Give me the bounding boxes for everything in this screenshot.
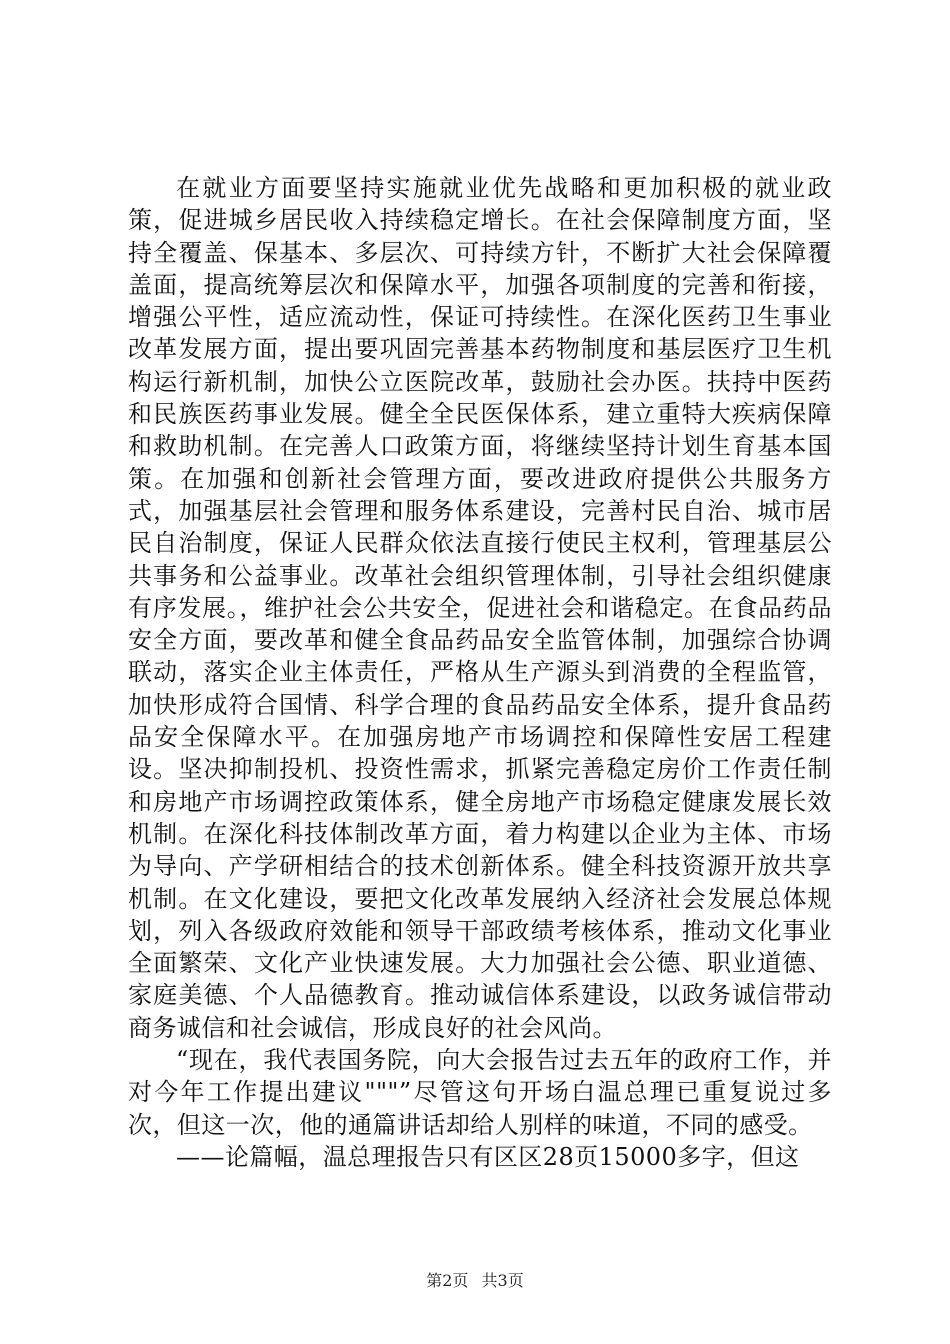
paragraph-1: 在就业方面要坚持实施就业优先战略和更加积极的就业政策，促进城乡居民收入持续稳定增长。在社会保障制度方面，坚持全覆盖、保基本、多层次、可持续方针，不断扩大社会保障覆盖面，提高统筹层次和保障水平，加强各项制度的完善和衔接，增强公平性，适应流动性，保证可持续性。在深化医药卫生事业改革发展方面，提出要巩固完善基本药物制度和基层医疗卫生机构运行新机制，加快公立医院改革，鼓励社会办医。扶持中医药和民族医药事业发展。健全全民医保体系，建立重特大疾病保障和救助机制。在完善人口政策方面，将继续坚持计划生育基本国策。在加强和创新社会管理方面，要改进政府提供公共服务方式，加强基层社会管理和服务体系建设，完善村民自治、城市居民自治制度，保证人民群众依法直接行使民主权利，管理基层公共事务和公益事业。改革社会组织管理体制，引导社会组织健康有序发展。，维护社会公共安全，促进社会和谐稳定。在食品药品安全方面，要改革和健全食品药品安全监管体制，加强综合协调联动，落实企业主体责任，严格从生产源头到消费的全程监管，加快形成符合国情、科学合理的食品药品安全体系，提升食品药品安全保障水平。在加强房地产市场调控和保障性安居工程建设。坚决抑制投机、投资性需求，抓紧完善稳定房价工作责任制和房地产市场调控政策体系，健全房地产市场稳定健康发展长效机制。在深化科技体制改革方面，着力构建以企业为主体、市场为导向、产学研相结合的技术创新体系。健全科技资源开放共享机制。在文化建设，要把文化改革发展纳入经济社会发展总体规划，列入各级政府效能和领导干部政绩考核体系，推动文化事业全面繁荣、文化产业快速发展。大力加强社会公德、职业道德、家庭美德、个人品德教育。推动诚信体系建设，以政务诚信带动商务诚信和社会诚信，形成良好的社会风尚。 [128,174,832,1042]
paragraph-3: ——论篇幅，温总理报告只有区区28页15000多字，但这 [176,1142,800,1171]
page-footer [0,1268,950,1291]
body-text [128,172,832,1173]
total-pages: 共3页 [481,1271,524,1290]
page-number: 第2页 [426,1271,469,1290]
paragraph-2: “现在，我代表国务院，向大会报告过去五年的政府工作，并对今年工作提出建议"""”尽管这句开场白温总理已重复说过多次，但这一次，他的通篇讲话却给人别样的味道，不同的感受。 [128,1046,832,1139]
